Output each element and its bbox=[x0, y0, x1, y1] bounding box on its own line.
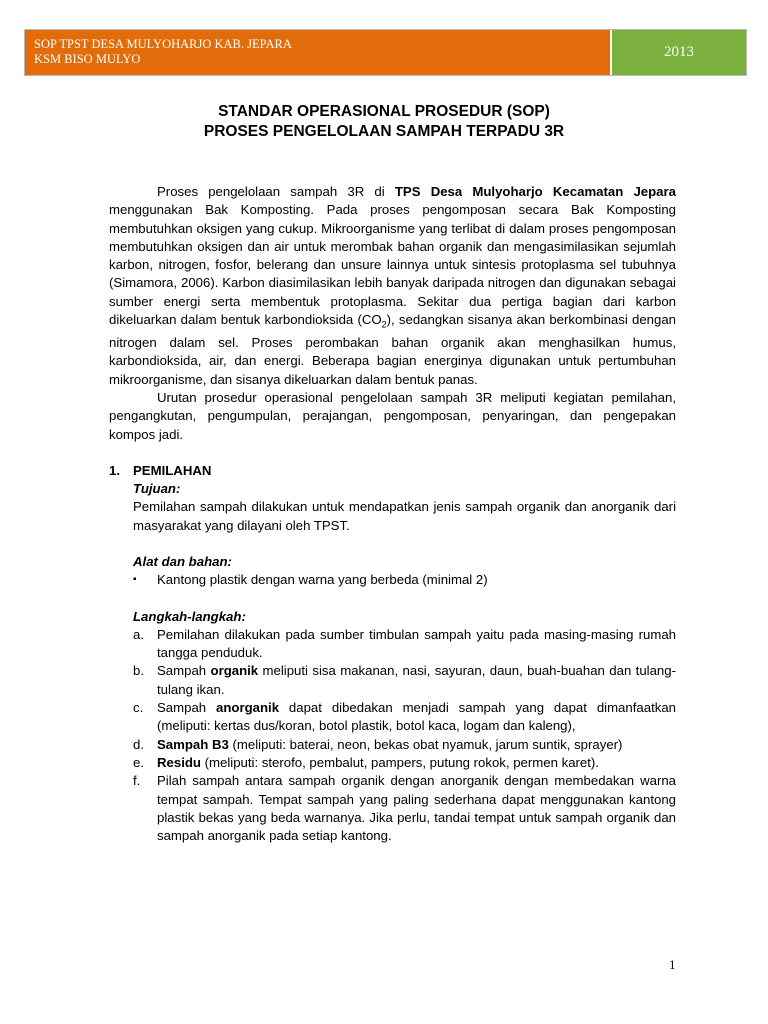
step-bold: Sampah B3 bbox=[157, 736, 229, 752]
langkah-list bbox=[133, 626, 676, 846]
intro-paragraph-2: Urutan prosedur operasional pengelolaan sampah 3R meliputi kegiatan pemilahan, pengangkutan, pengumpulan, perajangan, pengomposan, penyaringan, dan pengepakan kompos jadi. bbox=[109, 389, 676, 442]
list-item bbox=[133, 662, 676, 699]
section-title: PEMILAHAN bbox=[133, 462, 212, 478]
list-item bbox=[133, 571, 676, 589]
step-marker: c. bbox=[133, 700, 144, 716]
list-item bbox=[133, 772, 676, 845]
title-line-1: STANDAR OPERASIONAL PROSEDUR (SOP) bbox=[218, 103, 550, 120]
document-body bbox=[109, 183, 676, 845]
step-text-post: (meliputi: sterofo, pembalut, pampers, putung rokok, permen karet). bbox=[200, 754, 599, 770]
alat-label: Alat dan bahan: bbox=[133, 553, 232, 569]
intro-paragraph-1 bbox=[109, 183, 676, 389]
list-item bbox=[133, 754, 676, 772]
step-text: Pilah sampah antara sampah organik dengan anorganik dengan membedakan warna tempat sampah. Tempat sampah yang paling sederhana dapat menggunakan kantong plastik bekas yang beda warnanya. Jika perlu, tandai tempat untuk sampah organik dan sampah anorganik pada setiap kantong. bbox=[157, 773, 676, 844]
tujuan-label: Tujuan: bbox=[133, 481, 181, 497]
step-text: Pemilahan dilakukan pada sumber timbulan sampah yaitu pada masing-masing rumah tangga penduduk. bbox=[157, 626, 676, 661]
step-bold: organik bbox=[210, 663, 259, 679]
section-number: 1. bbox=[109, 462, 120, 478]
intro-text-c: ), sedangkan sisanya akan berkombinasi dengan nitrogen dalam sel. Proses perombakan bahan organik akan menghasilkan humus, karbondioksida, air, dan energi. Beberapa bagian energinya digunakan untuk pertumbuhan mikroorganisme, dan sisanya dikeluarkan dalam bentuk panas. bbox=[109, 312, 676, 387]
intro-text-a: Proses pengelolaan sampah 3R di bbox=[157, 184, 395, 199]
header-line-2: KSM BISO MULYO bbox=[34, 52, 141, 66]
step-marker: e. bbox=[133, 754, 144, 770]
header-title-block bbox=[25, 30, 612, 75]
tujuan-text: Pemilahan sampah dilakukan untuk mendapatkan jenis sampah organik dan anorganik dari masyarakat yang dilayani oleh TPST. bbox=[133, 499, 676, 533]
langkah-label: Langkah-langkah: bbox=[133, 608, 246, 624]
step-marker: b. bbox=[133, 663, 144, 679]
step-bold: anorganik bbox=[216, 700, 280, 716]
document-header bbox=[24, 29, 747, 76]
step-text: Sampah bbox=[157, 700, 217, 716]
section-pemilahan bbox=[109, 462, 676, 846]
intro-location-bold: TPS Desa Mulyoharjo Kecamatan Jepara bbox=[394, 184, 676, 199]
spacer bbox=[133, 590, 676, 608]
step-text-post: dapat dibedakan menjadi sampah yang dapat dimanfaatkan (meliputi: kertas dus/koran, botol plastik, botol kaca, logam dan kaleng), bbox=[157, 700, 676, 734]
step-text: Sampah bbox=[157, 663, 211, 679]
alat-item-text: Kantong plastik dengan warna yang berbeda (minimal 2) bbox=[157, 572, 488, 588]
step-marker: d. bbox=[133, 736, 144, 752]
list-item bbox=[133, 736, 676, 754]
page-number: 1 bbox=[669, 957, 676, 972]
list-item bbox=[133, 626, 676, 663]
alat-list bbox=[133, 571, 676, 589]
co2-subscript: 2 bbox=[381, 319, 387, 330]
step-text-post: meliputi sisa makanan, nasi, sayuran, daun, buah-buahan dan tulang-tulang ikan. bbox=[157, 663, 676, 697]
header-year: 2013 bbox=[612, 30, 746, 75]
header-line-1: SOP TPST DESA MULYOHARJO KAB. JEPARA bbox=[34, 37, 292, 51]
title-line-2: PROSES PENGELOLAAN SAMPAH TERPADU 3R bbox=[203, 123, 565, 140]
intro-text-b: menggunakan Bak Komposting. Pada proses pengomposan secara Bak Komposting membutuhkan oksigen yang cukup. Mikroorganisme yang terlibat di dalam proses pengomposan membutuhkan oksigen dan air untuk merombak bahan organik dan mengasimilasikan sejumlah karbon, nitrogen, fosfor, belerang dan unsure lainnya untuk sintesis protoplasma sel tubuhnya (Simamora, 2006). Karbon diasimilasikan lebih banyak daripada nitrogen dan digunakan sebagai sumber energi serta membentuk protoplasma. Sekitar dua pertiga bagian dari karbon dikeluarkan dalam bentuk karbondioksida (CO bbox=[109, 202, 676, 328]
bullet-icon: ▪ bbox=[133, 574, 137, 586]
step-text-post: (meliputi: baterai, neon, bekas obat nyamuk, jarum suntik, sprayer) bbox=[228, 736, 623, 752]
document-title bbox=[0, 102, 768, 142]
spacer bbox=[133, 535, 676, 553]
list-item bbox=[133, 699, 676, 736]
step-marker: a. bbox=[133, 626, 144, 642]
step-marker: f. bbox=[133, 773, 141, 789]
step-bold: Residu bbox=[157, 754, 201, 770]
